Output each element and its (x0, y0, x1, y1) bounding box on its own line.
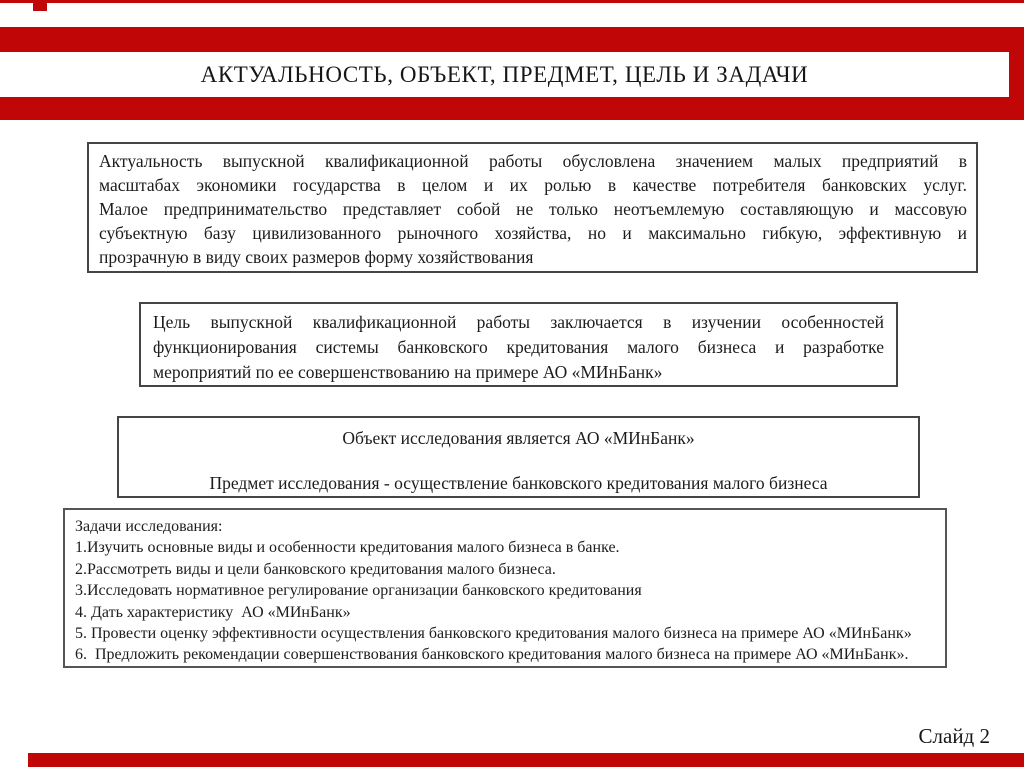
relevance-line: субъектную базу цивилизованного рыночного хозяйства, но и максимально гибкую, эффективную и (99, 223, 967, 243)
relevance-line: масштабах экономики государства в целом и их ролью в качестве потребителя банковских услуг. (99, 175, 967, 195)
goal-line: мероприятий по ее совершенствованию на примере АО «МИнБанк» (153, 362, 663, 382)
title-band (0, 52, 1009, 97)
blank-line-spacer (129, 450, 908, 471)
relevance-line: прозрачную в виду своих размеров форму хозяйствования (99, 247, 534, 267)
task-item: 4. Дать характеристику АО «МИнБанк» (75, 603, 351, 621)
task-item: 5. Провести оценку эффективности осуществления банковского кредитования малого бизнеса на примере АО «МИнБанк» (75, 625, 912, 643)
relevance-line: Актуальность выпускной квалификационной работы обусловлена значением малых предприятий в (99, 151, 967, 171)
relevance-line: Малое предпринимательство представляет собой не только неотъемлемую составляющую и массовую (99, 199, 967, 219)
object-subject-text-box (117, 416, 920, 498)
top-red-dash (33, 3, 47, 11)
tasks-text-box (63, 508, 947, 668)
goal-line: Цель выпускной квалификационной работы заключается в изучении особенностей (153, 312, 884, 332)
tasks-heading: Задачи исследования: (75, 518, 223, 535)
goal-line: функционирования системы банковского кредитования малого бизнеса и разработке (153, 337, 884, 357)
task-item: 2.Рассмотреть виды и цели банковского кредитования малого бизнеса. (75, 560, 556, 578)
slide-title: АКТУАЛЬНОСТЬ, ОБЪЕКТ, ПРЕДМЕТ, ЦЕЛЬ И ЗАДАЧИ (200, 62, 809, 87)
goal-text-box (139, 302, 898, 387)
slide-number: Слайд 2 (918, 724, 990, 748)
subject-line: Предмет исследования - осуществление банковского кредитования малого бизнеса (209, 473, 828, 493)
object-line: Объект исследования является АО «МИнБанк» (342, 428, 695, 448)
task-item: 3.Исследовать нормативное регулирование организации банковского кредитования (75, 582, 642, 600)
relevance-text-box (87, 142, 978, 273)
task-item: 6. Предложить рекомендации совершенствования банковского кредитования малого бизнеса на примере АО «МИнБанк». (75, 646, 909, 664)
task-item: 1.Изучить основные виды и особенности кредитования малого бизнеса в банке. (75, 539, 620, 557)
bottom-red-bar (28, 753, 1024, 767)
top-red-line (0, 0, 1024, 3)
